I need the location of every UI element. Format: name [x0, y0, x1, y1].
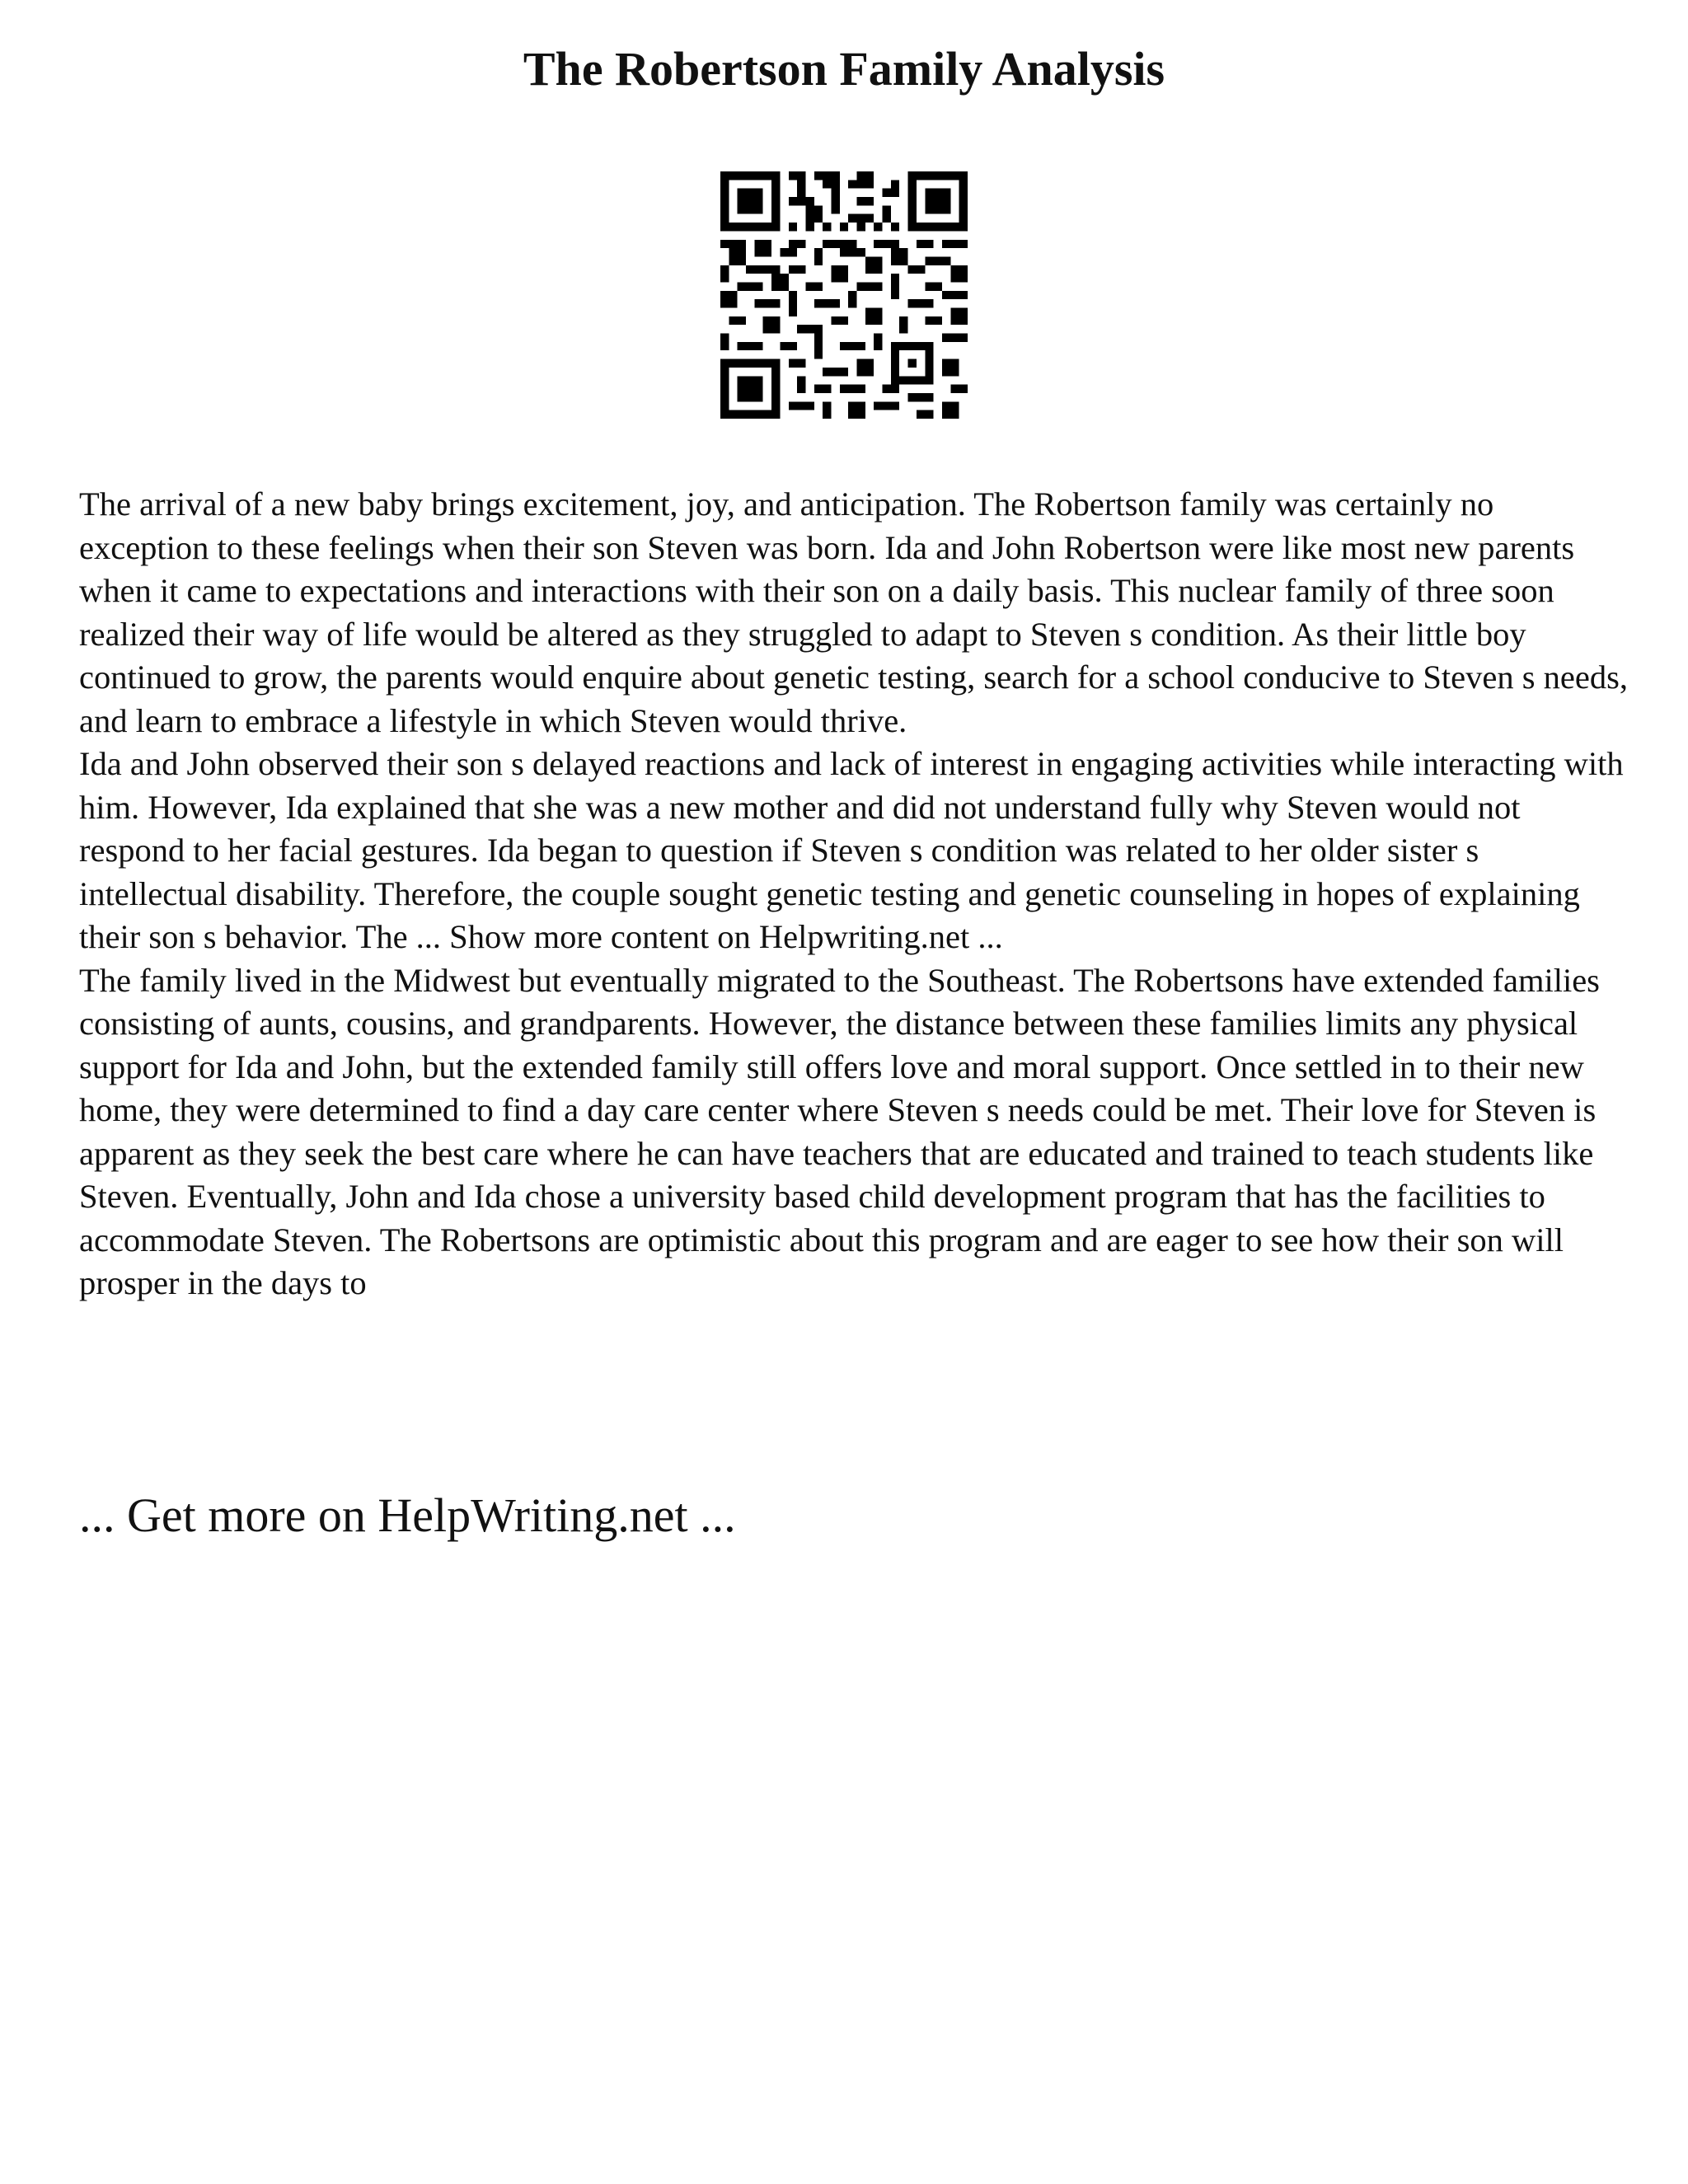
qr-code-icon: [720, 171, 968, 419]
document-title: The Robertson Family Analysis: [523, 42, 1165, 96]
paragraph: Ida and John observed their son s delayed reactions and lack of interest in engaging activities while interacting with him. However, Ida explained that she was a new mother and did not understand fully why Steven would not respond to her facial gestures. Ida began to question if Steven s condition was related to her older sister s intellectual disability. Therefore, the couple sought genetic testing and genetic counseling in hopes of explaining their son s behavior. The ... Show more content on Helpwriting.net ...: [79, 745, 1624, 955]
paragraph: The family lived in the Midwest but eventually migrated to the Southeast. The Robertsons have extended families consisting of aunts, cousins, and grandparents. However, the distance between these families limits any physical support for Ida and John, but the extended family still offers love and moral support. Once settled in to their new home, they were determined to find a day care center where Steven s needs could be met. Their love for Steven is apparent as they seek the best care where he can have teachers that are educated and trained to teach students like Steven. Eventually, John and Ida chose a university based child development program that has the facilities to accommodate Steven. The Robertsons are optimistic about this program and are eager to see how their son will prosper in the days to: [79, 961, 1600, 1301]
get-more-link[interactable]: ... Get more on HelpWriting.net ...: [79, 1488, 736, 1542]
paragraph: The arrival of a new baby brings excitement, joy, and anticipation. The Robertson family was certainly no exception to these feelings when their son Steven was born. Ida and John Robertson were like most new parents when it came to expectations and interactions with their son on a daily basis. This nuclear family of three soon realized their way of life would be altered as they struggled to adapt to Steven s condition. As their little boy continued to grow, the parents would enquire about genetic testing, search for a school conducive to Steven s needs, and learn to embrace a lifestyle in which Steven would thrive.: [79, 485, 1628, 739]
document-body: [79, 483, 1629, 1305]
